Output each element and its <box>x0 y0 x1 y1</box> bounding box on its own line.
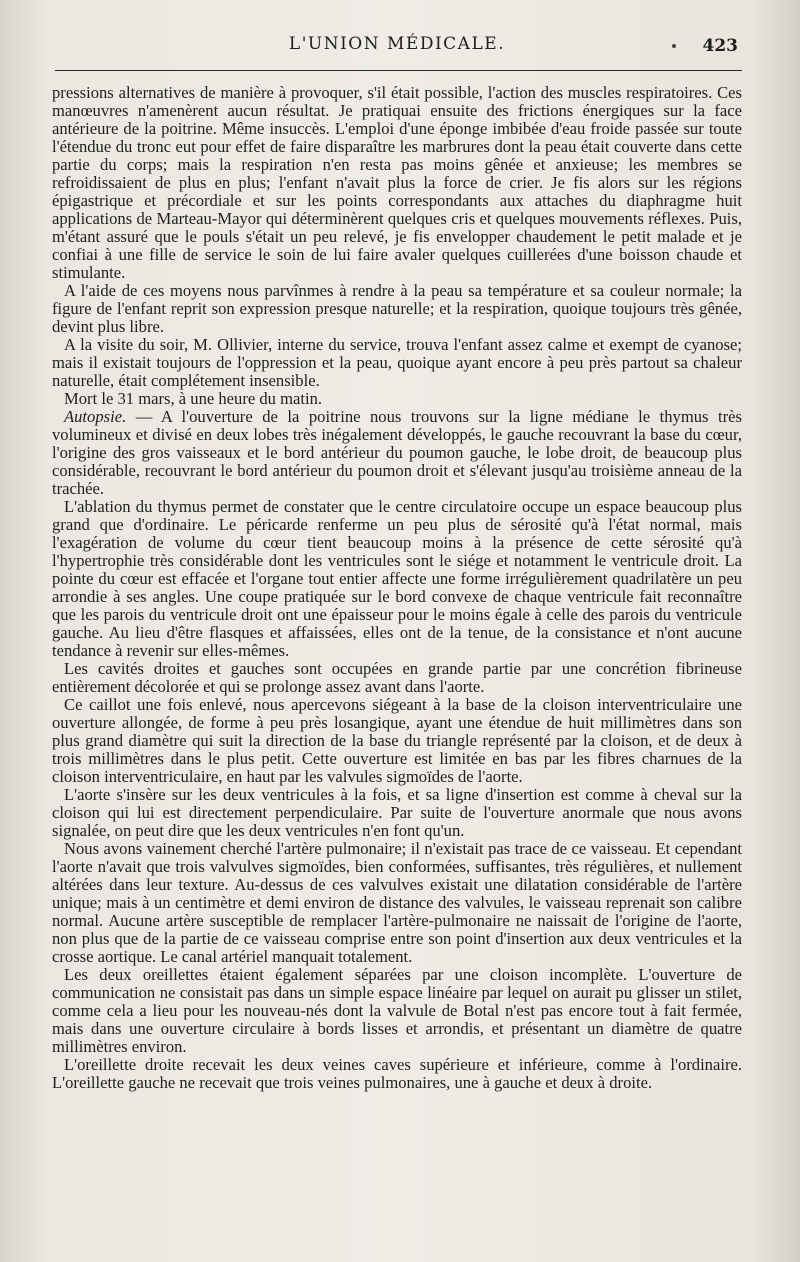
paragraph-10: Les deux oreillettes étaient également séparées par une cloison incomplète. L'ouverture de communication ne consistait pas dans un simple espace linéaire par lequel on aurait pu glisser un stilet, comme cela a lieu pour les nouveau-nés dont la valvule de Botal n'est pas encore tout à fait fermée, mais dans une ouverture circulaire à bords lisses et arrondis, et présentant un diamètre de quatre millimètres environ. <box>52 965 742 1056</box>
paragraph-11: L'oreillette droite recevait les deux veines caves supérieure et inférieure, comme à l'ordinaire. L'oreillette gauche ne recevait que trois veines pulmonaires, une à gauche et deux à droite. <box>52 1055 742 1092</box>
paragraph-6: Les cavités droites et gauches sont occupées en grande partie par une concrétion fibrineuse entièrement décolorée et qui se prolonge assez avant dans l'aorte. <box>52 659 742 696</box>
body-text <box>52 84 742 1092</box>
autopsy-paragraph <box>52 408 742 498</box>
paragraph-9: Nous avons vainement cherché l'artère pulmonaire; il n'existait pas trace de ce vaisseau. Et cependant l'aorte n'avait que trois valvulves sigmoïdes, bien conformées, suffisantes, très régulières, et nullement altérées dans leur texture. Au-dessus de ces valvulves existait une dilatation considérable de l'artère unique; mais à un centimètre et demi environ de distance des valvules, le vaisseau reprenait son calibre normal. Aucune artère susceptible de remplacer l'artère-pulmonaire ne naissait de l'origine de l'aorte, non plus que de la partie de ce vaisseau comprise entre son point d'insertion aux deux ventricules et la crosse aortique. Le canal artériel manquait totalement. <box>52 839 742 966</box>
running-title: L'UNION MÉDICALE. <box>288 34 506 54</box>
autopsy-label: Autopsie. <box>64 407 127 426</box>
paragraph-5: L'ablation du thymus permet de constater que le centre circulatoire occupe un espace beaucoup plus grand que d'ordinaire. Le péricarde renferme un peu plus de sérosité qu'à l'état normal, mais l'exagération de volume du cœur tient beaucoup moins à la présence de cette sérosité qu'à l'hypertrophie très considérable dont les ventricules sont le siége et notamment le ventricule droit. La pointe du cœur est effacée et l'organe tout entier affecte une forme irrégulièrement quadrilatère un peu arrondie à ses angles. Une coupe pratiquée sur le bord convexe de chaque ventricule fait reconnaître que les parois du ventricule droit ont une épaisseur pour le moins égale à celle des parois du ventricule gauche. Au lieu d'être flasques et affaissées, elles ont de la tenue, de la consistance et n'ont aucune tendance à revenir sur elles-mêmes. <box>52 497 742 660</box>
paragraph-7: Ce caillot une fois enlevé, nous apercevons siégeant à la base de la cloison interventriculaire une ouverture allongée, de forme à peu près losangique, ayant une étendue de huit millimètres dans son plus grand diamètre qui suit la direction de la base du triangle représenté par la cloison, et de deux à trois millimètres dans le plus petit. Cette ouverture est limitée en bas par les fibres charnues de la cloison interventriculaire, en haut par les valvules sigmoïdes de l'aorte. <box>52 695 742 786</box>
paragraph-3: A la visite du soir, M. Ollivier, interne du service, trouva l'enfant assez calme et exempt de cyanose; mais il existait toujours de l'oppression et la peau, quoique ayant encore à peu près partout sa chaleur naturelle, était complétement insensible. <box>52 335 742 390</box>
header-rule <box>55 70 742 71</box>
header-dot <box>672 44 676 48</box>
paragraph-2: A l'aide de ces moyens nous parvînmes à rendre à la peau sa température et sa couleur normale; la figure de l'enfant reprit son expression presque naturelle; et la respiration, quoique toujours très gênée, devint plus libre. <box>52 281 742 336</box>
paragraph-4: Mort le 31 mars, à une heure du matin. <box>64 389 323 408</box>
paragraph-1: pressions alternatives de manière à provoquer, s'il était possible, l'action des muscles respiratoires. Ces manœuvres n'amenèrent aucun résultat. Je pratiquai ensuite des frictions énergiques sur la face antérieure de la poitrine. Même insuccès. L'emploi d'une éponge imbibée d'eau froide passée sur toute l'étendue du tronc eut pour effet de faire disparaître les marbrures dont la peau était couverte dans cette partie du corps; mais la respiration n'en resta pas moins gênée et anxieuse; les membres se refroidissaient de plus en plus; l'enfant n'avait plus la force de crier. Je fis alors sur les régions épigastrique et précordiale et sur les points correspondants aux attaches du diaphragme huit applications de Marteau-Mayor qui déterminèrent quelques cris et quelques mouvements réflexes. Puis, m'étant assuré que le pouls s'était un peu relevé, je fis envelopper chaudement le petit malade et je confiai à une fille de service le soin de lui faire avaler quelques cuillerées d'une boisson chaude et stimulante. <box>52 83 742 282</box>
page-header <box>52 34 742 60</box>
page-number: 423 <box>702 36 738 56</box>
paragraph-8: L'aorte s'insère sur les deux ventricules à la fois, et sa ligne d'insertion est comme à cheval sur la cloison qui lui est directement perpendiculaire. Par suite de l'ouverture anormale que nous avons signalée, on peut dire que les deux ventricules n'en font qu'un. <box>52 785 742 840</box>
autopsy-text: — A l'ouverture de la poitrine nous trouvons sur la ligne médiane le thymus très volumineux et divisé en deux lobes très inégalement développés, le gauche recouvrant la base du cœur, l'origine des gros vaisseaux et le bord antérieur du poumon gauche, le lobe droit, de beaucoup plus considérable, recouvrant le bord antérieur du poumon droit et s'élevant jusqu'au troisième anneau de la trachée. <box>52 407 742 498</box>
